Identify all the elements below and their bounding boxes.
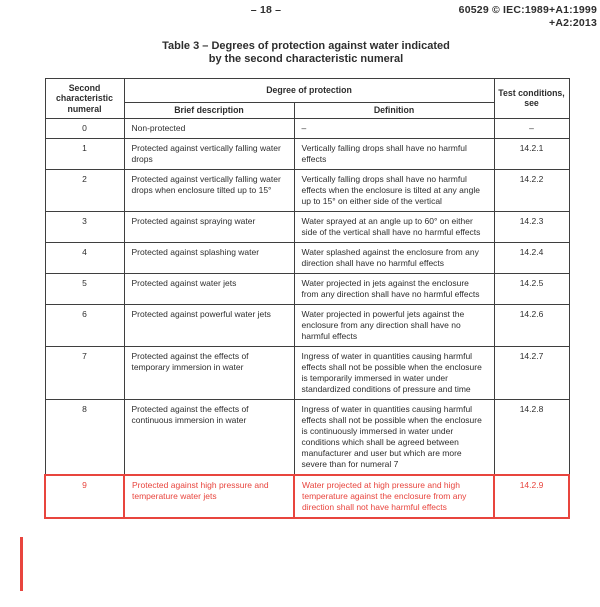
table-head [45,79,569,119]
table-row [45,169,569,211]
table-row [45,304,569,346]
brief-description-cell: Protected against vertically falling water drops when enclosure tilted up to 15° [124,169,294,211]
numeral-cell: 1 [45,138,124,169]
header-row-1 [45,79,569,103]
revision-change-bar [20,537,23,591]
protection-table [44,78,570,519]
header-definition: Definition [294,103,494,119]
brief-description-cell: Protected against water jets [124,273,294,304]
numeral-cell: 5 [45,273,124,304]
table-row [45,399,569,475]
definition-cell: Vertically falling drops shall have no harmful effects when the enclosure is tilted at any angle up to 15° on either side of the vertical [294,169,494,211]
brief-description-cell: Protected against high pressure and temperature water jets [124,475,294,518]
test-conditions-cell: 14.2.3 [494,211,569,242]
header-row-2 [45,103,569,119]
test-conditions-cell: – [494,118,569,138]
header-degree-of-protection: Degree of protection [124,79,494,103]
table-row [45,211,569,242]
definition-cell: Water sprayed at an angle up to 60° on either side of the vertical shall have no harmful effects [294,211,494,242]
definition-cell: Ingress of water in quantities causing harmful effects shall not be possible when the enclosure is continuously immersed in water under conditions which shall be agreed between manufacturer and user but which are more severe than for numeral 7 [294,399,494,475]
brief-description-cell: Protected against the effects of temporary immersion in water [124,346,294,399]
table-title [44,40,568,66]
document-reference-line2: +A2:2013 [548,16,597,29]
definition-cell: Vertically falling drops shall have no harmful effects [294,138,494,169]
numeral-cell: 6 [45,304,124,346]
numeral-cell: 2 [45,169,124,211]
page-number: – 18 – [250,4,282,16]
header-test-conditions: Test conditions, see [494,79,569,119]
table-row [45,346,569,399]
test-conditions-cell: 14.2.8 [494,399,569,475]
brief-description-cell: Non-protected [124,118,294,138]
document-reference [459,4,597,29]
brief-description-cell: Protected against splashing water [124,242,294,273]
table-row [45,138,569,169]
definition-cell: Water projected at high pressure and high temperature against the enclosure from any direction shall not have harmful effects [294,475,494,518]
numeral-cell: 4 [45,242,124,273]
brief-description-cell: Protected against powerful water jets [124,304,294,346]
brief-description-cell: Protected against the effects of continuous immersion in water [124,399,294,475]
test-conditions-cell: 14.2.4 [494,242,569,273]
table-row [45,273,569,304]
test-conditions-cell: 14.2.7 [494,346,569,399]
document-reference-line1: 60529 © IEC:1989+A1:1999 [458,4,597,16]
definition-cell: Water projected in powerful jets against the enclosure from any direction shall have no harmful effects [294,304,494,346]
test-conditions-cell: 14.2.2 [494,169,569,211]
table-row [45,242,569,273]
brief-description-cell: Protected against vertically falling water drops [124,138,294,169]
numeral-cell: 8 [45,399,124,475]
table-title-line2: by the second characteristic numeral [208,53,404,65]
table-row [45,118,569,138]
definition-cell: – [294,118,494,138]
header-brief-description: Brief description [124,103,294,119]
header-numeral: Second characteristic numeral [45,79,124,119]
test-conditions-cell: 14.2.5 [494,273,569,304]
numeral-cell: 7 [45,346,124,399]
test-conditions-cell: 14.2.1 [494,138,569,169]
definition-cell: Water projected in jets against the enclosure from any direction shall have no harmful effects [294,273,494,304]
table-body [45,118,569,518]
definition-cell: Water splashed against the enclosure from any direction shall have no harmful effects [294,242,494,273]
test-conditions-cell: 14.2.9 [494,475,569,518]
table-row [45,475,569,518]
numeral-cell: 3 [45,211,124,242]
brief-description-cell: Protected against spraying water [124,211,294,242]
test-conditions-cell: 14.2.6 [494,304,569,346]
numeral-cell: 9 [45,475,124,518]
table-title-line1: Table 3 – Degrees of protection against water indicated [162,40,450,52]
numeral-cell: 0 [45,118,124,138]
definition-cell: Ingress of water in quantities causing harmful effects shall not be possible when the enclosure is temporarily immersed in water under standardized conditions of pressure and time [294,346,494,399]
